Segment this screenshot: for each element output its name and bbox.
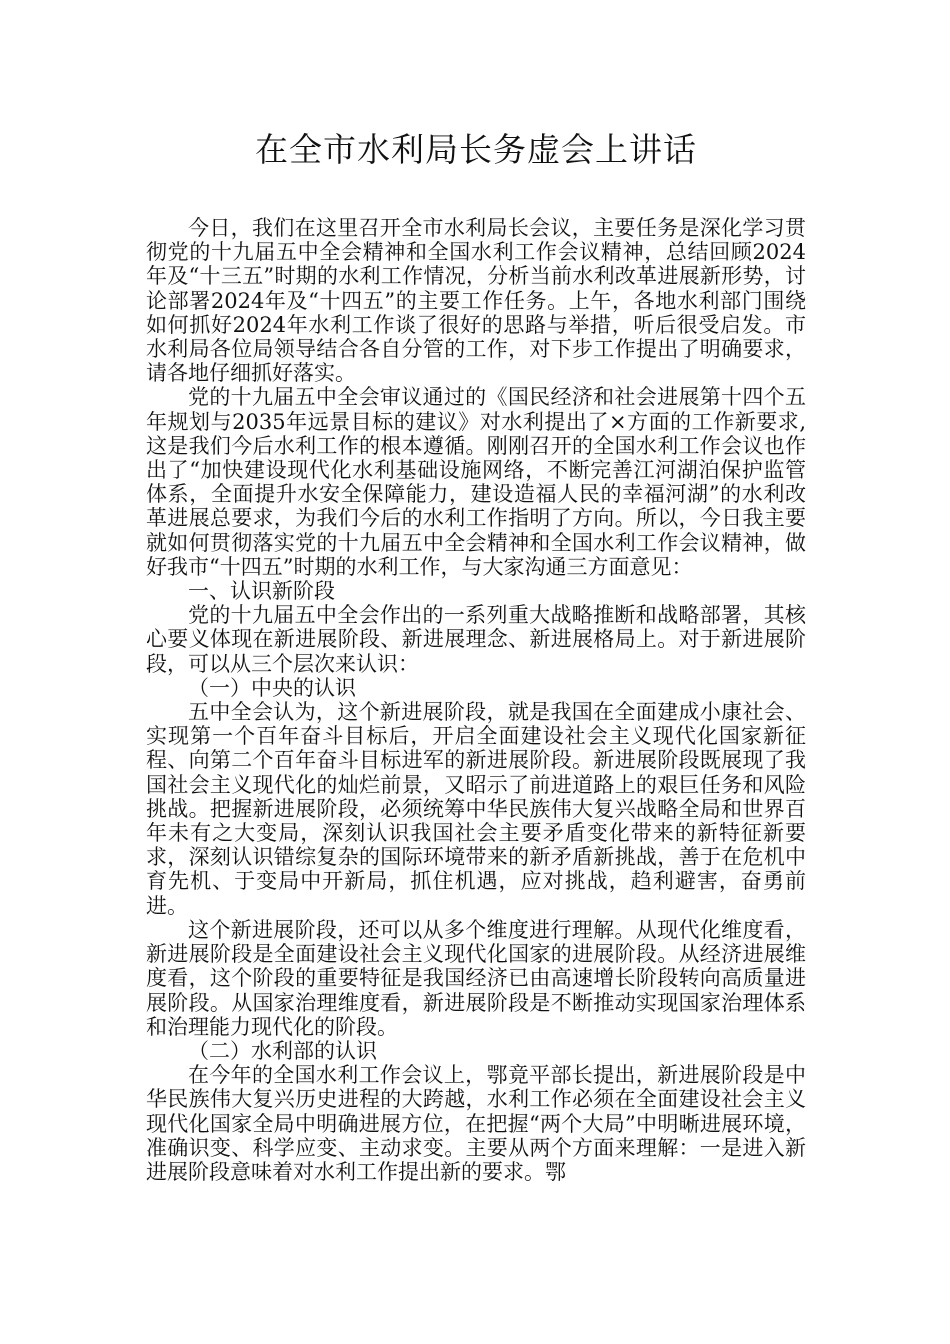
paragraph: 党的十九届五中全会作出的一系列重大战略推断和战略部署，其核心要义体现在新进展阶段、新进展理念、新进展格局上。对于新进展阶段，可以从三个层次来认识： (146, 603, 806, 676)
document-title: 在全市水利局长务虚会上讲话 (255, 130, 697, 169)
paragraph: 这个新进展阶段，还可以从多个维度进行理解。从现代化维度看，新进展阶段是全面建设社会主义现代化国家的进展阶段。从经济进展维度看，这个阶段的重要特征是我国经济已由高速增长阶段转向高质量进展阶段。从国家治理维度看，新进展阶段是不断推动实现国家治理体系和治理能力现代化的阶段。 (146, 917, 806, 1039)
subsection-heading: （二）水利部的认识 (188, 1038, 377, 1063)
paragraph: 在今年的全国水利工作会议上，鄂竟平部长提出，新进展阶段是中华民族伟大复兴历史进程的大跨越，水利工作必须在全面建设社会主义现代化国家全局中明确进展方位，在把握“两个大局”中明晰进展环境，准确识变、科学应变、主动求变。主要从两个方面来理解：一是进入新进展阶段意味着对水利工作提出新的要求。鄂 (146, 1063, 806, 1184)
section-heading: 一、认识新阶段 (188, 579, 335, 604)
paragraph: 党的十九届五中全会审议通过的《国民经济和社会进展第十四个五年规划与2035年远景目标的建议》对水利提出了×方面的工作新要求,这是我们今后水利工作的根本遵循。刚刚召开的全国水利工作会议也作出了“加快建设现代化水利基础设施网络，不断完善江河湖泊保护监管体系，全面提升水安全保障能力，建设造福人民的幸福河湖”的水利改革进展总要求，为我们今后的水利工作指明了方向。所以，今日我主要就如何贯彻落实党的十九届五中全会精神和全国水利工作会议精神，做好我市“十四五”时期的水利工作，与大家沟通三方面意见： (146, 385, 806, 579)
document-page (146, 128, 806, 1184)
paragraph: 五中全会认为，这个新进展阶段，就是我国在全面建成小康社会、实现第一个百年奋斗目标后，开启全面建设社会主义现代化国家新征程、向第二个百年奋斗目标进军的新进展阶段。新进展阶段既展现了我国社会主义现代化的灿烂前景，又昭示了前进道路上的艰巨任务和风险挑战。把握新进展阶段，必须统筹中华民族伟大复兴战略全局和世界百年未有之大变局，深刻认识我国社会主要矛盾变化带来的新特征新要求，深刻认识错综复杂的国际环境带来的新矛盾新挑战，善于在危机中育先机、于变局中开新局，抓住机遇，应对挑战，趋利避害，奋勇前进。 (146, 700, 806, 918)
subsection-heading: （一）中央的认识 (188, 675, 356, 700)
paragraph: 今日，我们在这里召开全市水利局长会议，主要任务是深化学习贯彻党的十九届五中全会精神和全国水利工作会议精神，总结回顾2024年及“十三五”时期的水利工作情况，分析当前水利改革进展新形势，讨论部署2024年及“十四五”的主要工作任务。上午，各地水利部门围绕如何抓好2024年水利工作谈了很好的思路与举措，听后很受启发。市水利局各位局领导结合各自分管的工作，对下步工作提出了明确要求，请各地仔细抓好落实。 (146, 216, 806, 386)
document-body (146, 216, 806, 1184)
